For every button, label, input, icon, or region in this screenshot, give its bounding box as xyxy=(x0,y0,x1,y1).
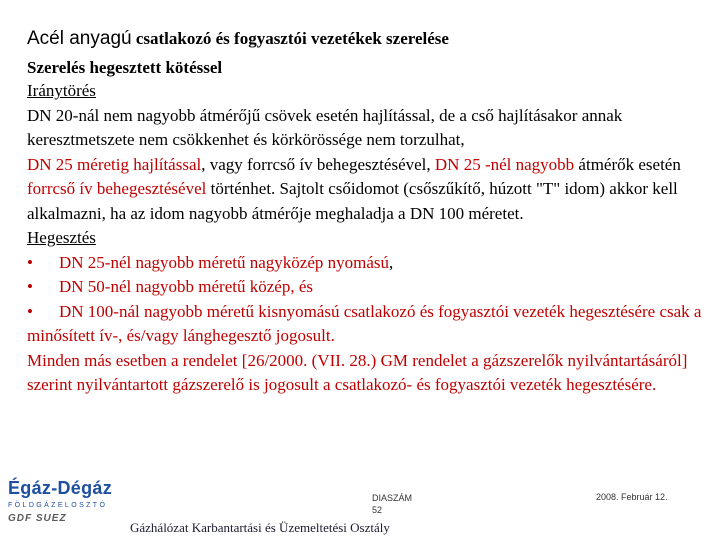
plain-text: átmérők esetén xyxy=(574,154,681,174)
bullet-icon: • xyxy=(27,301,33,321)
slide-title xyxy=(27,28,707,50)
logo-subtitle: FÖLDGÁZELOSZTÓ xyxy=(8,502,108,509)
red-text: forrcső ív behegesztésével xyxy=(27,179,207,198)
slide-subtitle: Szerelés hegesztett kötéssel xyxy=(27,58,223,77)
gdf-suez-logo: GDF SUEZ xyxy=(8,513,67,524)
bullet-text-tail: , xyxy=(389,252,394,272)
bullet-icon: • xyxy=(27,277,33,296)
logo-name: Égáz-Dégáz xyxy=(8,478,113,498)
slide-footer xyxy=(0,470,720,540)
slide-date: 2008. Február 12. xyxy=(596,492,668,502)
red-text: DN 25 méretig hajlítással xyxy=(27,154,202,174)
slide-body xyxy=(27,79,707,398)
bullet-item xyxy=(27,251,707,276)
bullet-text: DN 100-nál nagyobb méretű kisnyomású csatlakozó és fogyasztói vezeték hegesztésére csak a minősített ív-, és/vagy lánghegesztő jogosult. xyxy=(27,301,702,345)
bullet-item xyxy=(27,300,707,349)
plain-text: történhet. Sajtolt csőidomot (csőszűkítő, húzott "T" idom) akkor kell alkalmazni, ha az idom nagyobb átmérője meghaladja a DN 100 méretet. xyxy=(27,179,678,223)
bullet-icon: • xyxy=(27,252,33,272)
title-rest: csatlakozó és fogyasztói vezetékek szerelése xyxy=(131,29,449,48)
paragraph-dn20: DN 20-nál nem nagyobb átmérőjű csövek esetén hajlítással, de a cső hajlításakor annak keresztmetszete nem csökkenhet és körkörössége nem torzulhat, xyxy=(27,105,623,149)
paragraph-dn25 xyxy=(27,153,707,227)
closing-paragraph: Minden más esetben a rendelet [26/2000. (VII. 28.) GM rendelet a gázszerelők nyilvántartásáról] szerint nyilvántartott gázszerelő is jogosult a csatlakozó- és fogyasztói vezeték hegesztésére. xyxy=(27,350,688,394)
red-text: DN 25 -nél nagyobb xyxy=(434,154,575,174)
slide-content xyxy=(27,28,707,398)
bullet-item xyxy=(27,275,707,300)
title-main: Acél anyagú xyxy=(27,28,132,49)
slide-number-block xyxy=(372,492,412,516)
section-heading-hegesztes: Hegesztés xyxy=(27,228,96,247)
slide-number: 52 xyxy=(372,505,383,515)
section-heading-iranytores: Iránytörés xyxy=(27,81,96,100)
slide-number-label: DIASZÁM xyxy=(372,493,413,503)
bullet-text: DN 50-nél nagyobb méretű közép, és xyxy=(59,277,313,296)
department-name: Gázhálózat Karbantartási és Üzemeltetési Osztály xyxy=(130,520,390,535)
plain-text: , vagy forrcső ív behegesztésével, xyxy=(201,154,435,174)
company-logo xyxy=(8,478,123,536)
bullet-text: DN 25-nél nagyobb méretű nagyközép nyomású xyxy=(59,252,389,272)
